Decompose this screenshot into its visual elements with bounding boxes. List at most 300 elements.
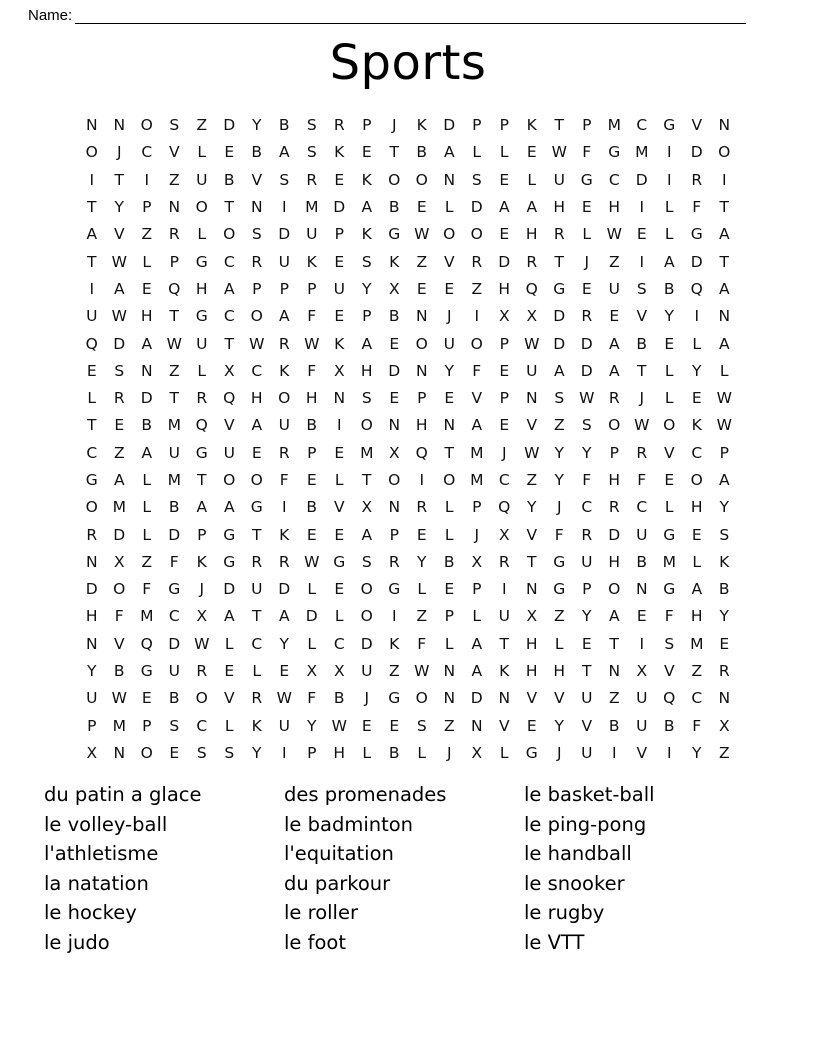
- grid-cell[interactable]: R: [333, 116, 345, 135]
- grid-cell[interactable]: K: [389, 634, 400, 653]
- grid-cell[interactable]: R: [581, 525, 593, 544]
- grid-cell[interactable]: V: [526, 525, 538, 544]
- grid-cell[interactable]: T: [224, 334, 234, 353]
- grid-cell[interactable]: L: [87, 389, 97, 408]
- grid-cell[interactable]: C: [223, 307, 235, 326]
- grid-cell[interactable]: A: [663, 252, 675, 271]
- grid-cell[interactable]: A: [608, 607, 620, 626]
- grid-cell[interactable]: N: [113, 743, 126, 762]
- grid-cell[interactable]: A: [498, 198, 510, 217]
- grid-cell[interactable]: A: [361, 198, 373, 217]
- grid-cell[interactable]: O: [388, 471, 401, 489]
- grid-cell[interactable]: X: [333, 662, 345, 681]
- grid-cell[interactable]: S: [306, 143, 317, 162]
- grid-cell[interactable]: F: [582, 143, 592, 162]
- grid-cell[interactable]: E: [719, 634, 730, 653]
- grid-cell[interactable]: X: [498, 525, 510, 544]
- grid-cell[interactable]: H: [608, 552, 621, 571]
- grid-cell[interactable]: Z: [388, 662, 400, 681]
- grid-cell[interactable]: S: [664, 634, 675, 653]
- grid-cell[interactable]: S: [169, 116, 180, 135]
- grid-cell[interactable]: U: [196, 170, 208, 189]
- grid-cell[interactable]: A: [113, 471, 125, 489]
- grid-cell[interactable]: E: [224, 143, 235, 162]
- grid-cell[interactable]: X: [113, 552, 125, 571]
- grid-cell[interactable]: E: [416, 279, 427, 298]
- grid-cell[interactable]: T: [582, 662, 592, 681]
- grid-cell[interactable]: K: [279, 525, 290, 544]
- grid-cell[interactable]: D: [470, 689, 483, 708]
- word-list-item[interactable]: le judo: [44, 930, 110, 954]
- grid-cell[interactable]: L: [252, 662, 262, 681]
- grid-cell[interactable]: A: [361, 334, 373, 353]
- grid-cell[interactable]: R: [196, 662, 208, 681]
- grid-cell[interactable]: N: [140, 361, 153, 380]
- grid-cell[interactable]: R: [498, 552, 510, 571]
- grid-cell[interactable]: H: [415, 416, 428, 435]
- grid-cell[interactable]: J: [474, 525, 480, 544]
- grid-cell[interactable]: I: [501, 580, 507, 599]
- word-list-item[interactable]: des promenades: [284, 783, 447, 806]
- grid-cell[interactable]: S: [554, 389, 565, 408]
- grid-cell[interactable]: N: [168, 198, 181, 217]
- grid-cell[interactable]: I: [89, 170, 95, 189]
- grid-cell[interactable]: G: [608, 143, 621, 162]
- word-list-item[interactable]: du patin a glace: [44, 783, 202, 806]
- grid-cell[interactable]: W: [606, 225, 622, 244]
- grid-cell[interactable]: T: [499, 634, 509, 653]
- grid-cell[interactable]: I: [639, 634, 645, 653]
- grid-cell[interactable]: F: [554, 525, 564, 544]
- grid-cell[interactable]: F: [472, 361, 482, 380]
- grid-cell[interactable]: L: [307, 580, 317, 599]
- grid-cell[interactable]: G: [663, 116, 676, 135]
- grid-cell[interactable]: P: [197, 525, 207, 544]
- grid-cell[interactable]: E: [636, 607, 647, 626]
- grid-cell[interactable]: G: [140, 662, 153, 681]
- grid-cell[interactable]: W: [304, 334, 320, 353]
- grid-cell[interactable]: B: [141, 416, 153, 435]
- grid-cell[interactable]: F: [307, 689, 317, 708]
- grid-cell[interactable]: M: [690, 634, 704, 653]
- grid-cell[interactable]: P: [279, 279, 289, 298]
- grid-cell[interactable]: E: [306, 525, 317, 544]
- grid-cell[interactable]: Z: [691, 662, 703, 681]
- grid-cell[interactable]: I: [474, 307, 480, 326]
- grid-cell[interactable]: V: [526, 689, 538, 708]
- grid-cell[interactable]: P: [417, 389, 427, 408]
- grid-cell[interactable]: C: [141, 143, 153, 162]
- grid-cell[interactable]: P: [307, 743, 317, 762]
- grid-cell[interactable]: D: [443, 116, 456, 135]
- grid-cell[interactable]: L: [444, 525, 454, 544]
- grid-cell[interactable]: Y: [87, 662, 97, 681]
- grid-cell[interactable]: O: [415, 689, 428, 708]
- grid-cell[interactable]: Z: [416, 252, 428, 271]
- grid-cell[interactable]: G: [525, 743, 538, 762]
- grid-cell[interactable]: D: [168, 525, 181, 544]
- name-input-line[interactable]: [75, 8, 746, 24]
- grid-cell[interactable]: I: [281, 198, 287, 217]
- grid-cell[interactable]: P: [142, 198, 152, 217]
- grid-cell[interactable]: T: [87, 198, 97, 217]
- grid-cell[interactable]: S: [279, 170, 290, 189]
- grid-cell[interactable]: L: [664, 225, 674, 244]
- grid-cell[interactable]: C: [691, 689, 703, 708]
- grid-cell[interactable]: I: [89, 279, 95, 298]
- grid-cell[interactable]: O: [85, 143, 98, 162]
- grid-cell[interactable]: A: [251, 416, 263, 435]
- grid-cell[interactable]: D: [168, 634, 181, 653]
- grid-cell[interactable]: U: [608, 279, 620, 298]
- grid-cell[interactable]: Z: [196, 116, 208, 135]
- grid-cell[interactable]: F: [637, 471, 647, 489]
- grid-cell[interactable]: O: [195, 198, 208, 217]
- grid-cell[interactable]: N: [718, 116, 731, 135]
- grid-cell[interactable]: D: [360, 634, 373, 653]
- grid-cell[interactable]: D: [113, 334, 126, 353]
- grid-cell[interactable]: O: [360, 416, 373, 435]
- grid-cell[interactable]: G: [553, 552, 566, 571]
- grid-cell[interactable]: E: [581, 634, 592, 653]
- grid-cell[interactable]: J: [501, 443, 507, 462]
- grid-cell[interactable]: B: [663, 279, 675, 298]
- grid-cell[interactable]: F: [169, 552, 179, 571]
- grid-cell[interactable]: W: [414, 225, 430, 244]
- grid-cell[interactable]: U: [581, 743, 593, 762]
- grid-cell[interactable]: S: [224, 743, 235, 762]
- grid-cell[interactable]: B: [636, 552, 648, 571]
- grid-cell[interactable]: J: [446, 307, 452, 326]
- grid-cell[interactable]: K: [334, 143, 345, 162]
- grid-cell[interactable]: B: [388, 307, 400, 326]
- grid-cell[interactable]: D: [333, 198, 346, 217]
- grid-cell[interactable]: L: [664, 198, 674, 217]
- grid-cell[interactable]: Z: [113, 443, 125, 462]
- grid-cell[interactable]: B: [388, 198, 400, 217]
- grid-cell[interactable]: H: [140, 307, 153, 326]
- grid-cell[interactable]: R: [278, 334, 290, 353]
- grid-cell[interactable]: W: [249, 334, 265, 353]
- grid-cell[interactable]: L: [307, 634, 317, 653]
- grid-cell[interactable]: E: [389, 389, 400, 408]
- grid-cell[interactable]: O: [415, 170, 428, 189]
- grid-cell[interactable]: X: [333, 361, 345, 380]
- grid-cell[interactable]: U: [553, 170, 565, 189]
- grid-cell[interactable]: K: [361, 170, 372, 189]
- grid-cell[interactable]: E: [636, 225, 647, 244]
- grid-cell[interactable]: C: [196, 716, 208, 735]
- grid-cell[interactable]: H: [525, 225, 538, 244]
- grid-cell[interactable]: N: [470, 716, 483, 735]
- grid-cell[interactable]: P: [334, 225, 344, 244]
- grid-cell[interactable]: V: [168, 143, 180, 162]
- grid-cell[interactable]: B: [251, 143, 263, 162]
- grid-cell[interactable]: A: [278, 307, 290, 326]
- grid-cell[interactable]: L: [527, 170, 537, 189]
- grid-cell[interactable]: E: [499, 170, 510, 189]
- grid-cell[interactable]: U: [278, 252, 290, 271]
- grid-cell[interactable]: C: [86, 443, 98, 462]
- grid-cell[interactable]: V: [636, 743, 648, 762]
- grid-cell[interactable]: R: [718, 662, 730, 681]
- grid-cell[interactable]: F: [279, 471, 289, 489]
- grid-cell[interactable]: V: [636, 307, 648, 326]
- grid-cell[interactable]: B: [306, 498, 318, 517]
- grid-cell[interactable]: Y: [554, 471, 564, 489]
- grid-cell[interactable]: N: [333, 389, 346, 408]
- grid-cell[interactable]: G: [690, 225, 703, 244]
- grid-cell[interactable]: T: [362, 471, 372, 489]
- grid-cell[interactable]: K: [691, 416, 702, 435]
- grid-cell[interactable]: H: [498, 279, 511, 298]
- grid-cell[interactable]: W: [524, 334, 540, 353]
- grid-cell[interactable]: U: [333, 279, 345, 298]
- grid-cell[interactable]: D: [690, 252, 703, 271]
- grid-cell[interactable]: A: [718, 279, 730, 298]
- grid-cell[interactable]: N: [443, 170, 456, 189]
- grid-cell[interactable]: Y: [362, 279, 372, 298]
- word-list-item[interactable]: le handball: [524, 842, 632, 866]
- grid-cell[interactable]: W: [414, 662, 430, 681]
- grid-cell[interactable]: V: [223, 689, 235, 708]
- grid-cell[interactable]: G: [388, 225, 401, 244]
- grid-cell[interactable]: E: [361, 143, 372, 162]
- grid-cell[interactable]: G: [195, 307, 208, 326]
- grid-cell[interactable]: M: [167, 416, 181, 435]
- grid-cell[interactable]: M: [662, 552, 676, 571]
- grid-cell[interactable]: N: [525, 389, 538, 408]
- grid-cell[interactable]: R: [86, 525, 98, 544]
- word-list-item[interactable]: le VTT: [524, 930, 585, 954]
- grid-cell[interactable]: H: [690, 607, 703, 626]
- grid-cell[interactable]: A: [718, 334, 730, 353]
- grid-cell[interactable]: K: [196, 552, 207, 571]
- grid-cell[interactable]: C: [498, 471, 510, 489]
- grid-cell[interactable]: O: [85, 498, 98, 517]
- grid-cell[interactable]: Y: [554, 716, 564, 735]
- grid-cell[interactable]: O: [250, 471, 263, 489]
- grid-cell[interactable]: C: [691, 443, 703, 462]
- grid-cell[interactable]: P: [499, 116, 509, 135]
- grid-cell[interactable]: H: [360, 361, 373, 380]
- grid-cell[interactable]: T: [554, 252, 564, 271]
- grid-cell[interactable]: A: [361, 525, 373, 544]
- grid-cell[interactable]: L: [499, 143, 509, 162]
- grid-cell[interactable]: P: [307, 279, 317, 298]
- grid-cell[interactable]: K: [279, 361, 290, 380]
- grid-cell[interactable]: D: [140, 389, 153, 408]
- grid-cell[interactable]: Z: [168, 361, 180, 380]
- grid-cell[interactable]: C: [581, 498, 593, 517]
- grid-cell[interactable]: V: [553, 689, 565, 708]
- grid-cell[interactable]: J: [199, 580, 205, 599]
- grid-cell[interactable]: O: [278, 389, 291, 408]
- word-list-item[interactable]: l'equitation: [284, 842, 394, 866]
- grid-cell[interactable]: Z: [526, 471, 538, 489]
- grid-cell[interactable]: O: [690, 471, 703, 489]
- grid-cell[interactable]: R: [636, 443, 648, 462]
- grid-cell[interactable]: K: [306, 252, 317, 271]
- grid-cell[interactable]: U: [443, 334, 455, 353]
- grid-cell[interactable]: P: [472, 580, 482, 599]
- word-list-item[interactable]: le badminton: [284, 812, 414, 836]
- grid-cell[interactable]: M: [305, 198, 319, 217]
- grid-cell[interactable]: O: [223, 225, 236, 244]
- grid-cell[interactable]: M: [635, 143, 649, 162]
- grid-cell[interactable]: E: [141, 279, 152, 298]
- grid-cell[interactable]: F: [307, 307, 317, 326]
- grid-cell[interactable]: Z: [443, 716, 455, 735]
- grid-cell[interactable]: N: [85, 116, 98, 135]
- grid-cell[interactable]: D: [388, 361, 401, 380]
- grid-cell[interactable]: A: [223, 279, 235, 298]
- grid-cell[interactable]: K: [719, 552, 730, 571]
- grid-cell[interactable]: N: [498, 689, 511, 708]
- grid-cell[interactable]: L: [334, 471, 344, 489]
- grid-cell[interactable]: Z: [553, 607, 565, 626]
- grid-cell[interactable]: A: [471, 416, 483, 435]
- grid-cell[interactable]: D: [498, 252, 511, 271]
- grid-cell[interactable]: N: [718, 689, 731, 708]
- grid-cell[interactable]: L: [334, 607, 344, 626]
- grid-cell[interactable]: O: [223, 471, 236, 489]
- grid-cell[interactable]: R: [196, 389, 208, 408]
- grid-cell[interactable]: L: [719, 361, 729, 380]
- grid-cell[interactable]: N: [415, 307, 428, 326]
- grid-cell[interactable]: P: [499, 389, 509, 408]
- grid-cell[interactable]: E: [334, 307, 345, 326]
- grid-cell[interactable]: B: [443, 552, 455, 571]
- grid-cell[interactable]: P: [142, 716, 152, 735]
- grid-cell[interactable]: O: [608, 580, 621, 599]
- grid-cell[interactable]: B: [388, 743, 400, 762]
- grid-cell[interactable]: G: [195, 443, 208, 462]
- grid-cell[interactable]: L: [224, 716, 234, 735]
- grid-cell[interactable]: B: [278, 116, 290, 135]
- grid-cell[interactable]: I: [666, 170, 672, 189]
- grid-cell[interactable]: V: [113, 634, 125, 653]
- grid-cell[interactable]: U: [86, 689, 98, 708]
- grid-cell[interactable]: V: [663, 443, 675, 462]
- grid-cell[interactable]: H: [333, 743, 346, 762]
- grid-cell[interactable]: V: [691, 116, 703, 135]
- grid-cell[interactable]: U: [581, 689, 593, 708]
- grid-cell[interactable]: U: [581, 552, 593, 571]
- grid-cell[interactable]: Y: [582, 443, 592, 462]
- grid-cell[interactable]: O: [443, 225, 456, 244]
- grid-cell[interactable]: L: [417, 743, 427, 762]
- grid-cell[interactable]: I: [391, 607, 397, 626]
- grid-cell[interactable]: Q: [663, 689, 676, 708]
- word-list-item[interactable]: le foot: [284, 930, 346, 954]
- grid-cell[interactable]: W: [716, 389, 732, 408]
- grid-cell[interactable]: I: [639, 252, 645, 271]
- grid-cell[interactable]: E: [691, 389, 702, 408]
- grid-cell[interactable]: X: [86, 743, 98, 762]
- grid-cell[interactable]: A: [471, 634, 483, 653]
- grid-cell[interactable]: E: [361, 716, 372, 735]
- grid-cell[interactable]: W: [579, 389, 595, 408]
- grid-cell[interactable]: A: [278, 607, 290, 626]
- grid-cell[interactable]: P: [169, 252, 179, 271]
- grid-cell[interactable]: L: [362, 743, 372, 762]
- grid-cell[interactable]: Y: [307, 716, 317, 735]
- grid-cell[interactable]: A: [718, 225, 730, 244]
- grid-cell[interactable]: E: [664, 471, 675, 489]
- grid-cell[interactable]: G: [250, 498, 263, 517]
- grid-cell[interactable]: I: [336, 416, 342, 435]
- grid-cell[interactable]: F: [142, 580, 152, 599]
- grid-cell[interactable]: K: [251, 716, 262, 735]
- grid-cell[interactable]: R: [278, 443, 290, 462]
- grid-cell[interactable]: H: [525, 662, 538, 681]
- grid-cell[interactable]: K: [361, 225, 372, 244]
- grid-cell[interactable]: K: [499, 662, 510, 681]
- grid-cell[interactable]: A: [526, 198, 538, 217]
- word-list-item[interactable]: le roller: [284, 901, 358, 925]
- grid-cell[interactable]: A: [223, 607, 235, 626]
- grid-cell[interactable]: B: [306, 416, 318, 435]
- grid-cell[interactable]: O: [140, 116, 153, 135]
- grid-cell[interactable]: F: [692, 198, 702, 217]
- grid-cell[interactable]: H: [525, 634, 538, 653]
- grid-cell[interactable]: X: [636, 662, 648, 681]
- grid-cell[interactable]: H: [553, 662, 566, 681]
- grid-cell[interactable]: E: [416, 198, 427, 217]
- word-list-item[interactable]: le volley-ball: [44, 812, 168, 836]
- grid-cell[interactable]: R: [251, 552, 263, 571]
- grid-cell[interactable]: G: [223, 525, 236, 544]
- grid-cell[interactable]: Y: [582, 607, 592, 626]
- grid-cell[interactable]: U: [168, 443, 180, 462]
- grid-cell[interactable]: O: [415, 334, 428, 353]
- grid-cell[interactable]: R: [526, 252, 538, 271]
- grid-cell[interactable]: D: [635, 170, 648, 189]
- grid-cell[interactable]: G: [85, 471, 98, 489]
- grid-cell[interactable]: X: [471, 552, 483, 571]
- grid-cell[interactable]: S: [416, 716, 427, 735]
- grid-cell[interactable]: A: [196, 498, 208, 517]
- grid-cell[interactable]: T: [719, 198, 729, 217]
- grid-cell[interactable]: M: [140, 607, 154, 626]
- grid-cell[interactable]: D: [305, 607, 318, 626]
- grid-cell[interactable]: J: [556, 743, 562, 762]
- grid-cell[interactable]: E: [499, 361, 510, 380]
- grid-cell[interactable]: H: [250, 389, 263, 408]
- grid-cell[interactable]: G: [580, 170, 593, 189]
- grid-cell[interactable]: U: [636, 525, 648, 544]
- grid-cell[interactable]: X: [306, 662, 318, 681]
- grid-cell[interactable]: V: [498, 716, 510, 735]
- grid-cell[interactable]: G: [663, 525, 676, 544]
- grid-cell[interactable]: S: [169, 716, 180, 735]
- grid-cell[interactable]: P: [609, 443, 619, 462]
- grid-cell[interactable]: R: [388, 552, 400, 571]
- grid-cell[interactable]: S: [251, 225, 262, 244]
- grid-cell[interactable]: T: [252, 525, 262, 544]
- grid-cell[interactable]: C: [168, 607, 180, 626]
- grid-cell[interactable]: I: [721, 170, 727, 189]
- grid-cell[interactable]: D: [470, 198, 483, 217]
- grid-cell[interactable]: J: [446, 743, 452, 762]
- grid-cell[interactable]: I: [694, 307, 700, 326]
- grid-cell[interactable]: W: [634, 416, 650, 435]
- grid-cell[interactable]: H: [85, 607, 98, 626]
- grid-cell[interactable]: T: [527, 552, 537, 571]
- grid-cell[interactable]: Q: [690, 279, 703, 298]
- grid-cell[interactable]: W: [276, 689, 292, 708]
